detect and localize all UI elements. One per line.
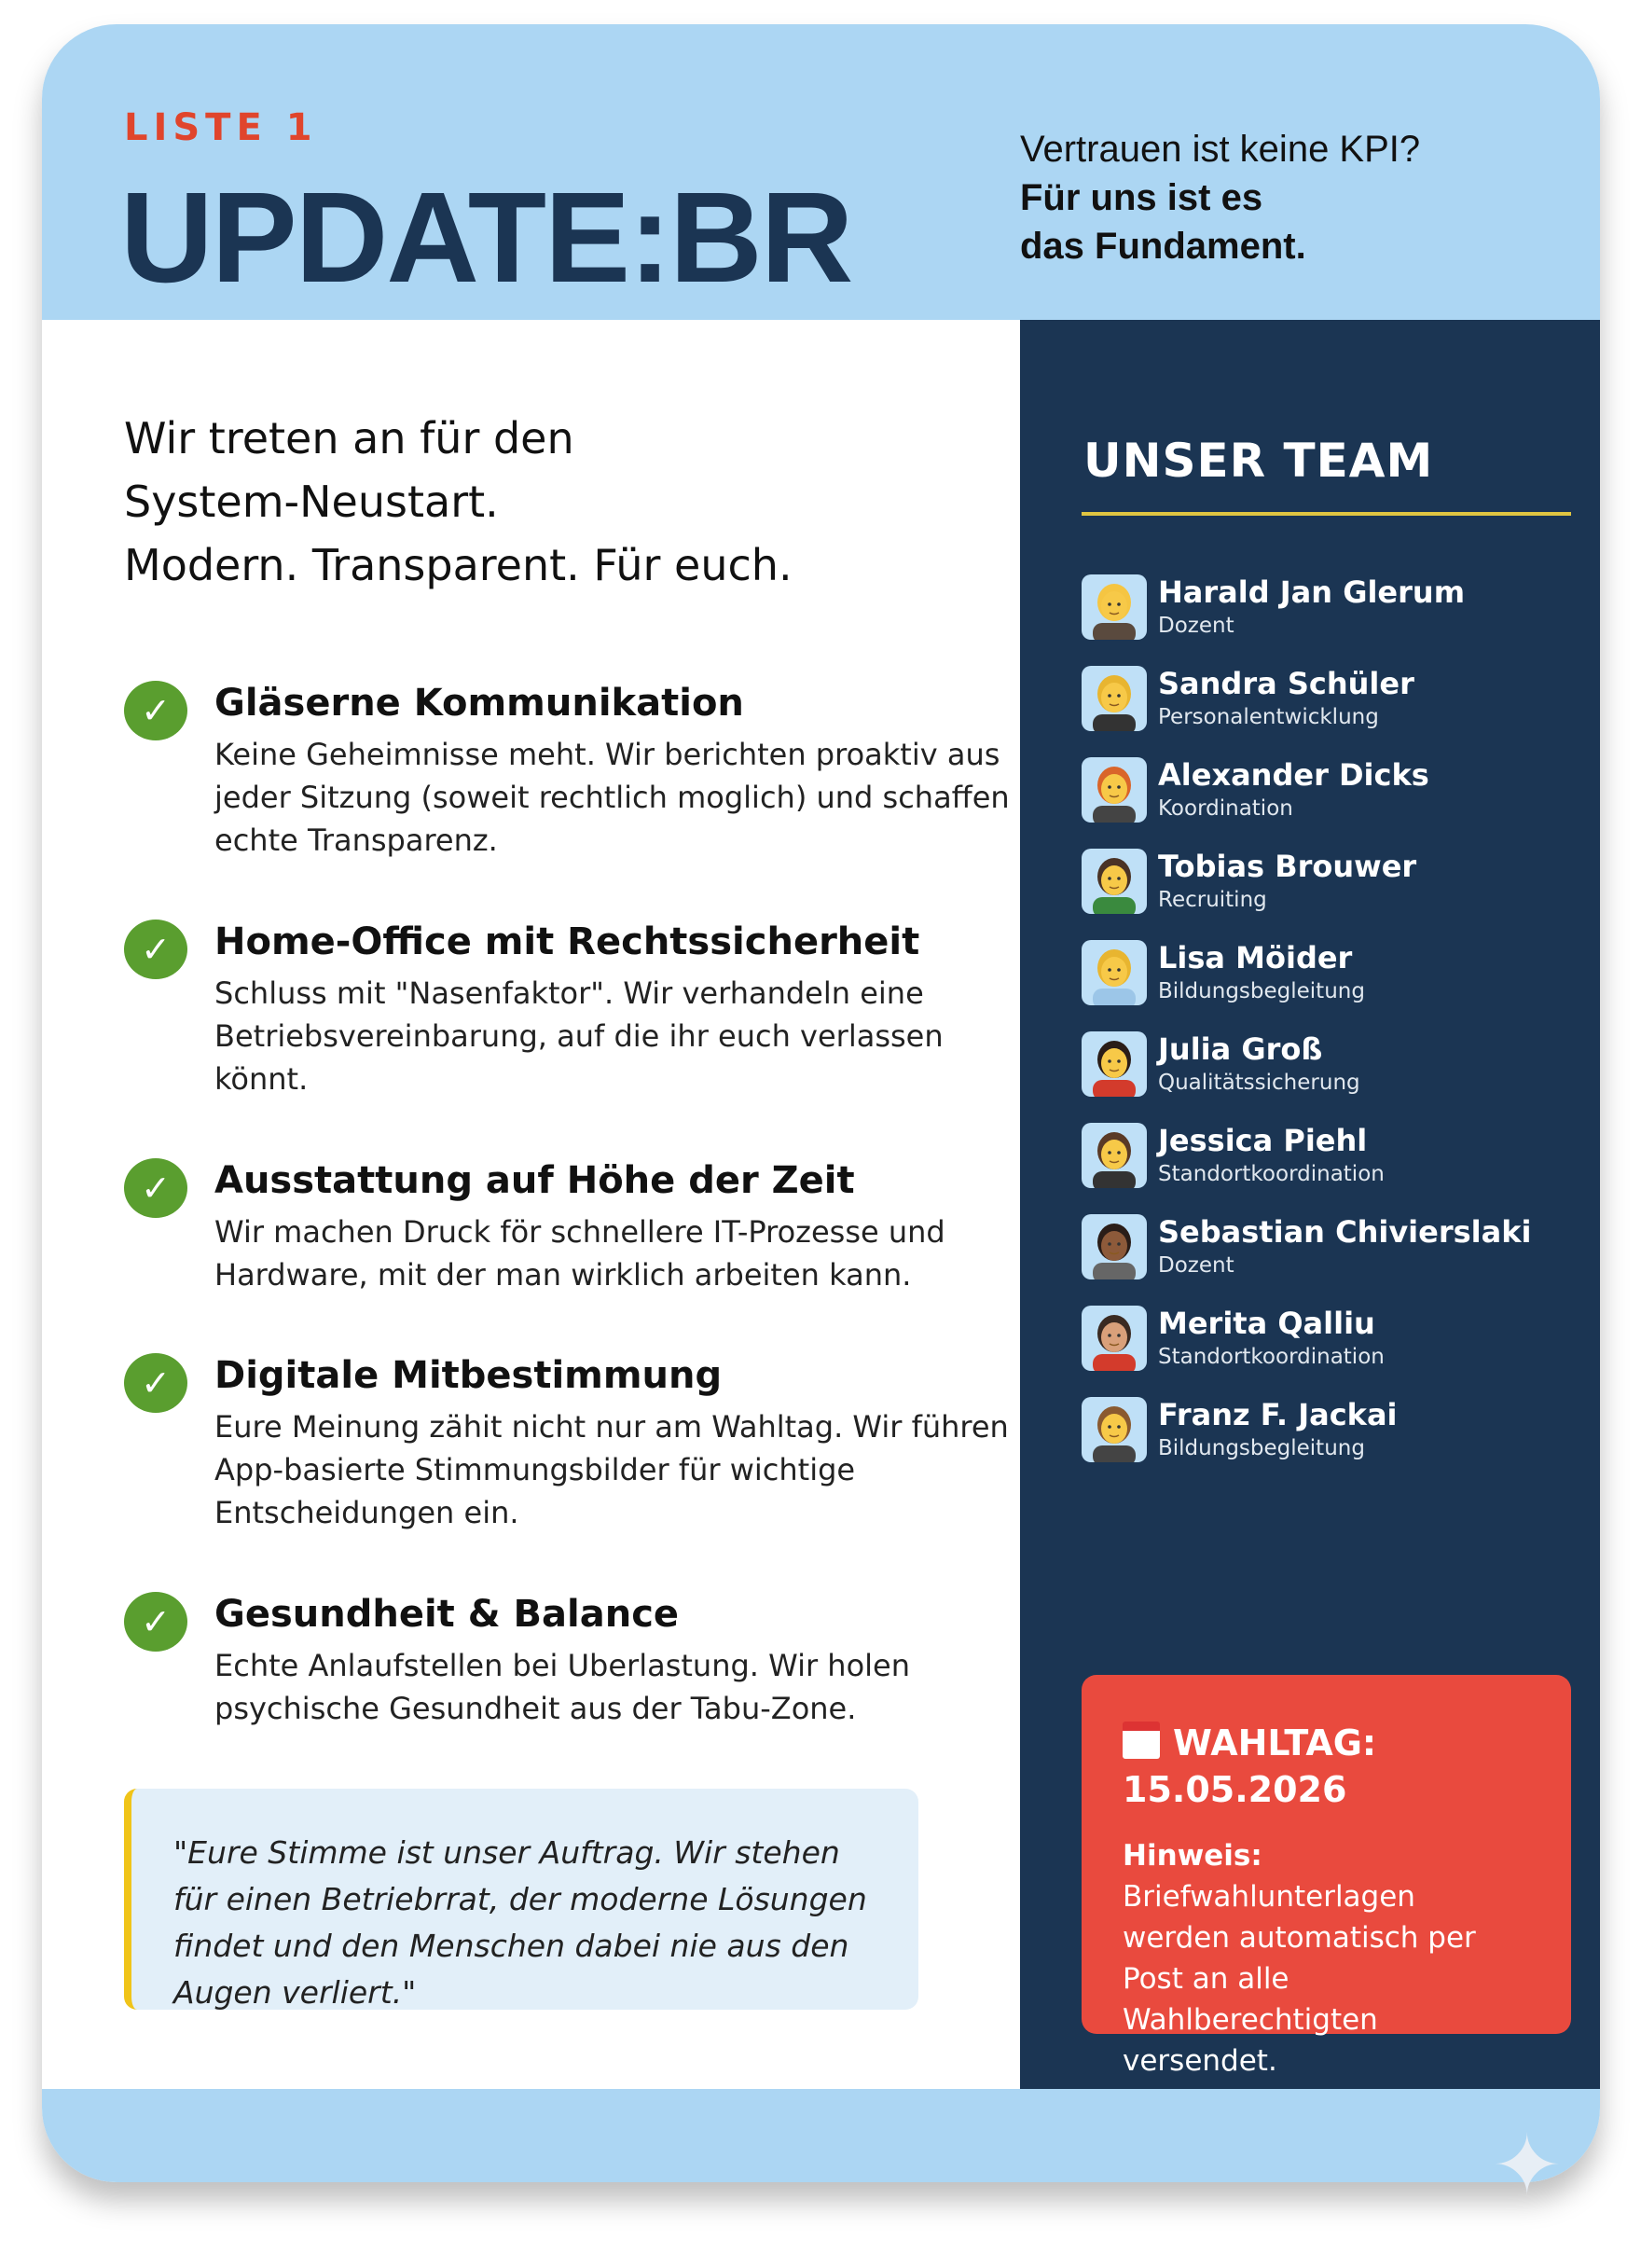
program-point	[124, 677, 1035, 862]
member-name: Harald Jan Glerum	[1158, 574, 1466, 610]
point-text: Wir machen Druck för schnellere IT-Prozesse und Hardware, mit der man wirklich arbeiten kann.	[214, 1214, 945, 1293]
avatar	[1082, 666, 1147, 731]
team-member	[1082, 849, 1566, 918]
member-role: Standortkoordination	[1158, 1345, 1385, 1369]
member-name: Merita Qalliu	[1158, 1306, 1375, 1341]
footer-band	[42, 2089, 1600, 2182]
sparkle-icon: ✦	[1492, 2117, 1563, 2215]
point-title: Digitale Mitbestimmung	[214, 1354, 723, 1397]
team-member	[1082, 666, 1566, 735]
list-label: LISTE 1	[124, 106, 318, 149]
brand-title: UPDATE:BR	[120, 166, 852, 310]
team-member	[1082, 1123, 1566, 1192]
point-title: Home-Office mit Rechtssicherheit	[214, 920, 920, 963]
member-role: Dozent	[1158, 614, 1234, 638]
flyer-card	[42, 24, 1600, 2182]
point-text: Schluss mit "Nasenfaktor". Wir verhandeln eine Betriebsvereinbarung, auf die ihr euch verlassen könnt.	[214, 975, 944, 1097]
avatar	[1082, 757, 1147, 823]
team-title: UNSER TEAM	[1083, 434, 1434, 488]
avatar	[1082, 1123, 1147, 1188]
quote-box: "Eure Stimme ist unser Auftrag. Wir stehen für einen Betriebrrat, der moderne Lösungen findet und den Menschen dabei nie aus den Augen verliert."	[124, 1789, 918, 2010]
member-name: Sebastian Chivierslaki	[1158, 1214, 1532, 1250]
team-member	[1082, 1214, 1566, 1283]
election-date: 15.05.2026	[1123, 1769, 1347, 1810]
point-title: Gesundheit & Balance	[214, 1593, 680, 1636]
member-role: Recruiting	[1158, 888, 1267, 912]
point-text: Echte Anlaufstellen bei Uberlastung. Wir holen psychische Gesundheit aus der Tabu-Zone.	[214, 1648, 910, 1726]
member-role: Koordination	[1158, 796, 1293, 821]
member-name: Alexander Dicks	[1158, 757, 1429, 793]
intro	[124, 407, 963, 597]
intro-line-2: Modern. Transparent. Für euch.	[124, 540, 793, 590]
program-point	[124, 1588, 1035, 1730]
team-member	[1082, 1397, 1566, 1466]
note-label: Hinweis:	[1123, 1839, 1262, 1873]
check-icon: ✓	[124, 1158, 187, 1218]
avatar	[1082, 1397, 1147, 1462]
election-box	[1082, 1675, 1571, 2078]
check-icon: ✓	[124, 1353, 187, 1413]
member-role: Standortkoordination	[1158, 1162, 1385, 1186]
point-title: Ausstattung auf Höhe der Zeit	[214, 1159, 855, 1202]
header-band	[42, 24, 1600, 320]
member-name: Jessica Piehl	[1158, 1123, 1368, 1158]
check-icon: ✓	[124, 681, 187, 740]
point-title: Gläserne Kommunikation	[214, 682, 744, 725]
program-point	[124, 1349, 1035, 1534]
avatar	[1082, 940, 1147, 1005]
point-text: Keine Geheimnisse meht. Wir berichten proaktiv aus jeder Sitzung (soweit rechtlich moglich) und schaffen echte Transparenz.	[214, 737, 1010, 858]
member-name: Sandra Schüler	[1158, 666, 1414, 701]
team-member	[1082, 574, 1566, 643]
check-icon: ✓	[124, 1592, 187, 1652]
intro-headline	[124, 407, 963, 597]
intro-line-1: Wir treten an für den System-Neustart.	[124, 413, 574, 527]
team-member	[1082, 940, 1566, 1009]
divider	[1082, 512, 1571, 516]
team-sidebar	[1020, 320, 1600, 2089]
tagline-question: Vertrauen ist keine KPI?	[1020, 129, 1421, 170]
member-role: Bildungsbegleitung	[1158, 979, 1365, 1003]
tagline	[1020, 125, 1420, 270]
member-role: Bildungsbegleitung	[1158, 1436, 1365, 1460]
note-text: Briefwahlunterlagen werden automatisch per Post an alle Wahlberechtigten versendet.	[1123, 1880, 1476, 2078]
election-note	[1123, 1835, 1530, 2081]
calendar-icon	[1123, 1722, 1160, 1759]
team-member	[1082, 1306, 1566, 1375]
check-icon: ✓	[124, 920, 187, 979]
avatar	[1082, 849, 1147, 914]
avatar	[1082, 574, 1147, 640]
member-role: Dozent	[1158, 1253, 1234, 1278]
member-name: Tobias Brouwer	[1158, 849, 1417, 884]
program-point	[124, 916, 1035, 1100]
election-title	[1123, 1720, 1530, 1813]
member-name: Franz F. Jackai	[1158, 1397, 1398, 1432]
member-name: Lisa Möider	[1158, 940, 1353, 975]
member-name: Julia Groß	[1158, 1031, 1323, 1067]
election-label: WAHLTAG:	[1173, 1722, 1377, 1763]
member-role: Qualitätssicherung	[1158, 1071, 1360, 1095]
avatar	[1082, 1214, 1147, 1279]
team-member	[1082, 1031, 1566, 1100]
avatar	[1082, 1031, 1147, 1097]
member-role: Personalentwicklung	[1158, 705, 1379, 729]
program-point	[124, 1155, 1035, 1296]
point-text: Eure Meinung zähit nicht nur am Wahltag. Wir führen App-basierte Stimmungsbilder für wichtige Entscheidungen ein.	[214, 1409, 1009, 1530]
avatar	[1082, 1306, 1147, 1371]
tagline-answer: Für uns ist es das Fundament.	[1020, 177, 1306, 267]
team-member	[1082, 757, 1566, 826]
